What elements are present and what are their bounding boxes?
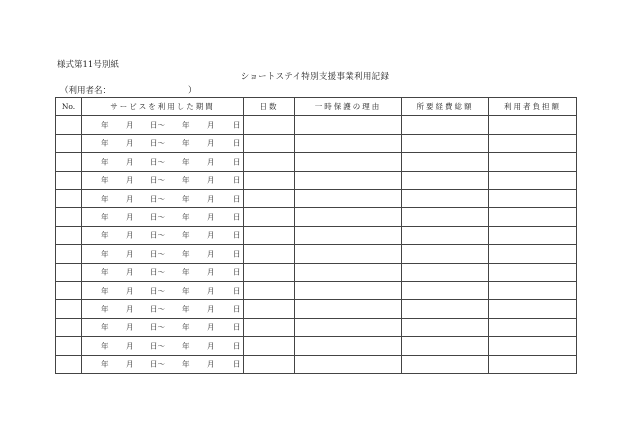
row-days-cell[interactable] — [244, 355, 295, 373]
period-start-year-label: 年 — [101, 175, 109, 185]
row-period-cell[interactable] — [82, 134, 244, 152]
row-cost-cell[interactable] — [402, 226, 489, 244]
row-reason-cell[interactable] — [295, 134, 402, 152]
row-reason-cell[interactable] — [295, 355, 402, 373]
row-burden-cell[interactable] — [489, 226, 577, 244]
period-start-year-label: 年 — [101, 322, 109, 332]
period-start-day-label: 日～ — [150, 175, 165, 185]
period-end-month-label: 月 — [207, 120, 215, 130]
row-period-cell[interactable] — [82, 189, 244, 207]
row-reason-cell[interactable] — [295, 116, 402, 134]
period-start-day-label: 日～ — [150, 341, 165, 351]
row-burden-cell[interactable] — [489, 189, 577, 207]
table-row — [56, 134, 577, 152]
period-start-day-label: 日～ — [150, 249, 165, 259]
period-end-day-label: 日 — [233, 175, 241, 185]
period-end-month-label: 月 — [207, 212, 215, 222]
period-end-day-label: 日 — [233, 359, 241, 369]
row-no-cell[interactable] — [56, 116, 82, 134]
period-end-month-label: 月 — [207, 138, 215, 148]
row-reason-cell[interactable] — [295, 226, 402, 244]
period-start-month-label: 月 — [126, 304, 134, 314]
row-period-cell[interactable] — [82, 226, 244, 244]
row-burden-cell[interactable] — [489, 171, 577, 189]
row-reason-cell[interactable] — [295, 189, 402, 207]
period-start-year-label: 年 — [101, 267, 109, 277]
row-cost-cell[interactable] — [402, 300, 489, 318]
period-end-month-label: 月 — [207, 230, 215, 240]
period-end-year-label: 年 — [182, 230, 190, 240]
row-reason-cell[interactable] — [295, 208, 402, 226]
period-start-month-label: 月 — [126, 341, 134, 351]
period-end-day-label: 日 — [233, 138, 241, 148]
period-end-month-label: 月 — [207, 304, 215, 314]
row-no-cell[interactable] — [56, 355, 82, 373]
table-row — [56, 171, 577, 189]
period-start-day-label: 日～ — [150, 322, 165, 332]
row-days-cell[interactable] — [244, 116, 295, 134]
row-no-cell[interactable] — [56, 300, 82, 318]
row-burden-cell[interactable] — [489, 134, 577, 152]
period-start-year-label: 年 — [101, 286, 109, 296]
row-no-cell[interactable] — [56, 245, 82, 263]
period-start-year-label: 年 — [101, 304, 109, 314]
row-burden-cell[interactable] — [489, 208, 577, 226]
row-days-cell[interactable] — [244, 300, 295, 318]
row-no-cell[interactable] — [56, 189, 82, 207]
table-row — [56, 337, 577, 355]
period-end-year-label: 年 — [182, 120, 190, 130]
row-burden-cell[interactable] — [489, 153, 577, 171]
row-reason-cell[interactable] — [295, 245, 402, 263]
period-end-day-label: 日 — [233, 212, 241, 222]
period-end-day-label: 日 — [233, 230, 241, 240]
row-period-cell[interactable] — [82, 245, 244, 263]
period-end-day-label: 日 — [233, 157, 241, 167]
row-days-cell[interactable] — [244, 318, 295, 336]
period-end-day-label: 日 — [233, 286, 241, 296]
table-row — [56, 153, 577, 171]
row-cost-cell[interactable] — [402, 245, 489, 263]
row-burden-cell[interactable] — [489, 355, 577, 373]
period-end-year-label: 年 — [182, 249, 190, 259]
row-period-cell[interactable] — [82, 300, 244, 318]
period-start-month-label: 月 — [126, 138, 134, 148]
period-start-month-label: 月 — [126, 175, 134, 185]
usage-record-table — [55, 97, 577, 374]
row-reason-cell[interactable] — [295, 281, 402, 299]
period-start-month-label: 月 — [126, 212, 134, 222]
row-burden-cell[interactable] — [489, 263, 577, 281]
table-header-row — [56, 98, 577, 116]
period-start-year-label: 年 — [101, 341, 109, 351]
column-header-days: 日数 — [244, 98, 295, 116]
period-end-year-label: 年 — [182, 322, 190, 332]
period-start-month-label: 月 — [126, 230, 134, 240]
row-period-cell[interactable] — [82, 355, 244, 373]
period-start-month-label: 月 — [126, 359, 134, 369]
page-title: ショートステイ特別支援事業利用記録 — [240, 72, 390, 82]
period-end-day-label: 日 — [233, 249, 241, 259]
table-row — [56, 263, 577, 281]
row-reason-cell[interactable] — [295, 337, 402, 355]
period-end-day-label: 日 — [233, 304, 241, 314]
period-start-year-label: 年 — [101, 249, 109, 259]
period-start-month-label: 月 — [126, 322, 134, 332]
row-no-cell[interactable] — [56, 171, 82, 189]
table-row — [56, 245, 577, 263]
row-no-cell[interactable] — [56, 263, 82, 281]
period-end-month-label: 月 — [207, 322, 215, 332]
period-end-day-label: 日 — [233, 267, 241, 277]
row-days-cell[interactable] — [244, 226, 295, 244]
form-number: 様式第11号別紙 — [57, 60, 119, 70]
column-header-no: No. — [56, 98, 82, 116]
period-start-year-label: 年 — [101, 120, 109, 130]
period-start-day-label: 日～ — [150, 230, 165, 240]
period-end-year-label: 年 — [182, 194, 190, 204]
period-start-year-label: 年 — [101, 138, 109, 148]
row-no-cell[interactable] — [56, 337, 82, 355]
period-start-year-label: 年 — [101, 359, 109, 369]
row-days-cell[interactable] — [244, 189, 295, 207]
period-start-day-label: 日～ — [150, 359, 165, 369]
column-header-cost: 所要経費総額 — [402, 98, 489, 116]
row-reason-cell[interactable] — [295, 153, 402, 171]
period-start-month-label: 月 — [126, 267, 134, 277]
column-header-period: サービスを利用した期間 — [82, 98, 244, 116]
column-header-burden: 利用者負担額 — [489, 98, 577, 116]
row-cost-cell[interactable] — [402, 134, 489, 152]
row-cost-cell[interactable] — [402, 263, 489, 281]
row-days-cell[interactable] — [244, 281, 295, 299]
row-burden-cell[interactable] — [489, 116, 577, 134]
period-start-day-label: 日～ — [150, 212, 165, 222]
row-period-cell[interactable] — [82, 337, 244, 355]
row-cost-cell[interactable] — [402, 189, 489, 207]
period-start-year-label: 年 — [101, 212, 109, 222]
period-start-year-label: 年 — [101, 157, 109, 167]
row-period-cell[interactable] — [82, 318, 244, 336]
period-start-month-label: 月 — [126, 120, 134, 130]
row-days-cell[interactable] — [244, 245, 295, 263]
row-cost-cell[interactable] — [402, 337, 489, 355]
period-end-day-label: 日 — [233, 341, 241, 351]
period-end-year-label: 年 — [182, 304, 190, 314]
row-no-cell[interactable] — [56, 318, 82, 336]
period-start-month-label: 月 — [126, 157, 134, 167]
table-body — [56, 116, 577, 374]
period-end-year-label: 年 — [182, 175, 190, 185]
table-row — [56, 189, 577, 207]
period-end-month-label: 月 — [207, 194, 215, 204]
period-start-day-label: 日～ — [150, 194, 165, 204]
row-cost-cell[interactable] — [402, 153, 489, 171]
period-start-day-label: 日～ — [150, 304, 165, 314]
table-row — [56, 318, 577, 336]
period-end-year-label: 年 — [182, 157, 190, 167]
table-row — [56, 116, 577, 134]
period-end-year-label: 年 — [182, 341, 190, 351]
row-period-cell[interactable] — [82, 116, 244, 134]
row-reason-cell[interactable] — [295, 300, 402, 318]
table-row — [56, 208, 577, 226]
period-end-year-label: 年 — [182, 138, 190, 148]
table-row — [56, 300, 577, 318]
row-reason-cell[interactable] — [295, 263, 402, 281]
row-burden-cell[interactable] — [489, 318, 577, 336]
period-end-month-label: 月 — [207, 249, 215, 259]
row-burden-cell[interactable] — [489, 281, 577, 299]
row-burden-cell[interactable] — [489, 245, 577, 263]
row-cost-cell[interactable] — [402, 116, 489, 134]
row-reason-cell[interactable] — [295, 171, 402, 189]
row-no-cell[interactable] — [56, 134, 82, 152]
row-cost-cell[interactable] — [402, 281, 489, 299]
period-start-month-label: 月 — [126, 249, 134, 259]
row-days-cell[interactable] — [244, 208, 295, 226]
period-start-day-label: 日～ — [150, 138, 165, 148]
row-no-cell[interactable] — [56, 153, 82, 171]
table-row — [56, 355, 577, 373]
row-no-cell[interactable] — [56, 208, 82, 226]
period-end-month-label: 月 — [207, 286, 215, 296]
row-period-cell[interactable] — [82, 171, 244, 189]
period-start-day-label: 日～ — [150, 267, 165, 277]
row-no-cell[interactable] — [56, 226, 82, 244]
row-burden-cell[interactable] — [489, 300, 577, 318]
user-name-close: ） — [188, 86, 197, 96]
row-period-cell[interactable] — [82, 208, 244, 226]
row-days-cell[interactable] — [244, 134, 295, 152]
period-end-day-label: 日 — [233, 120, 241, 130]
period-end-month-label: 月 — [207, 157, 215, 167]
period-end-year-label: 年 — [182, 267, 190, 277]
row-days-cell[interactable] — [244, 263, 295, 281]
period-end-year-label: 年 — [182, 359, 190, 369]
period-start-year-label: 年 — [101, 194, 109, 204]
user-name-line — [60, 84, 197, 96]
row-cost-cell[interactable] — [402, 355, 489, 373]
period-end-year-label: 年 — [182, 286, 190, 296]
column-header-reason: 一時保護の理由 — [295, 98, 402, 116]
row-days-cell[interactable] — [244, 171, 295, 189]
row-cost-cell[interactable] — [402, 208, 489, 226]
period-end-month-label: 月 — [207, 341, 215, 351]
period-start-day-label: 日～ — [150, 286, 165, 296]
period-start-month-label: 月 — [126, 286, 134, 296]
row-days-cell[interactable] — [244, 153, 295, 171]
period-end-day-label: 日 — [233, 322, 241, 332]
period-start-day-label: 日～ — [150, 157, 165, 167]
row-period-cell[interactable] — [82, 263, 244, 281]
row-period-cell[interactable] — [82, 281, 244, 299]
period-start-year-label: 年 — [101, 230, 109, 240]
period-end-month-label: 月 — [207, 175, 215, 185]
table-row — [56, 281, 577, 299]
period-end-year-label: 年 — [182, 212, 190, 222]
row-no-cell[interactable] — [56, 281, 82, 299]
row-cost-cell[interactable] — [402, 171, 489, 189]
row-period-cell[interactable] — [82, 153, 244, 171]
table-row — [56, 226, 577, 244]
period-end-month-label: 月 — [207, 359, 215, 369]
row-days-cell[interactable] — [244, 337, 295, 355]
period-end-day-label: 日 — [233, 194, 241, 204]
row-reason-cell[interactable] — [295, 318, 402, 336]
user-name-label: （利用者名： — [60, 86, 112, 96]
period-start-day-label: 日～ — [150, 120, 165, 130]
period-end-month-label: 月 — [207, 267, 215, 277]
row-burden-cell[interactable] — [489, 337, 577, 355]
row-cost-cell[interactable] — [402, 318, 489, 336]
period-start-month-label: 月 — [126, 194, 134, 204]
